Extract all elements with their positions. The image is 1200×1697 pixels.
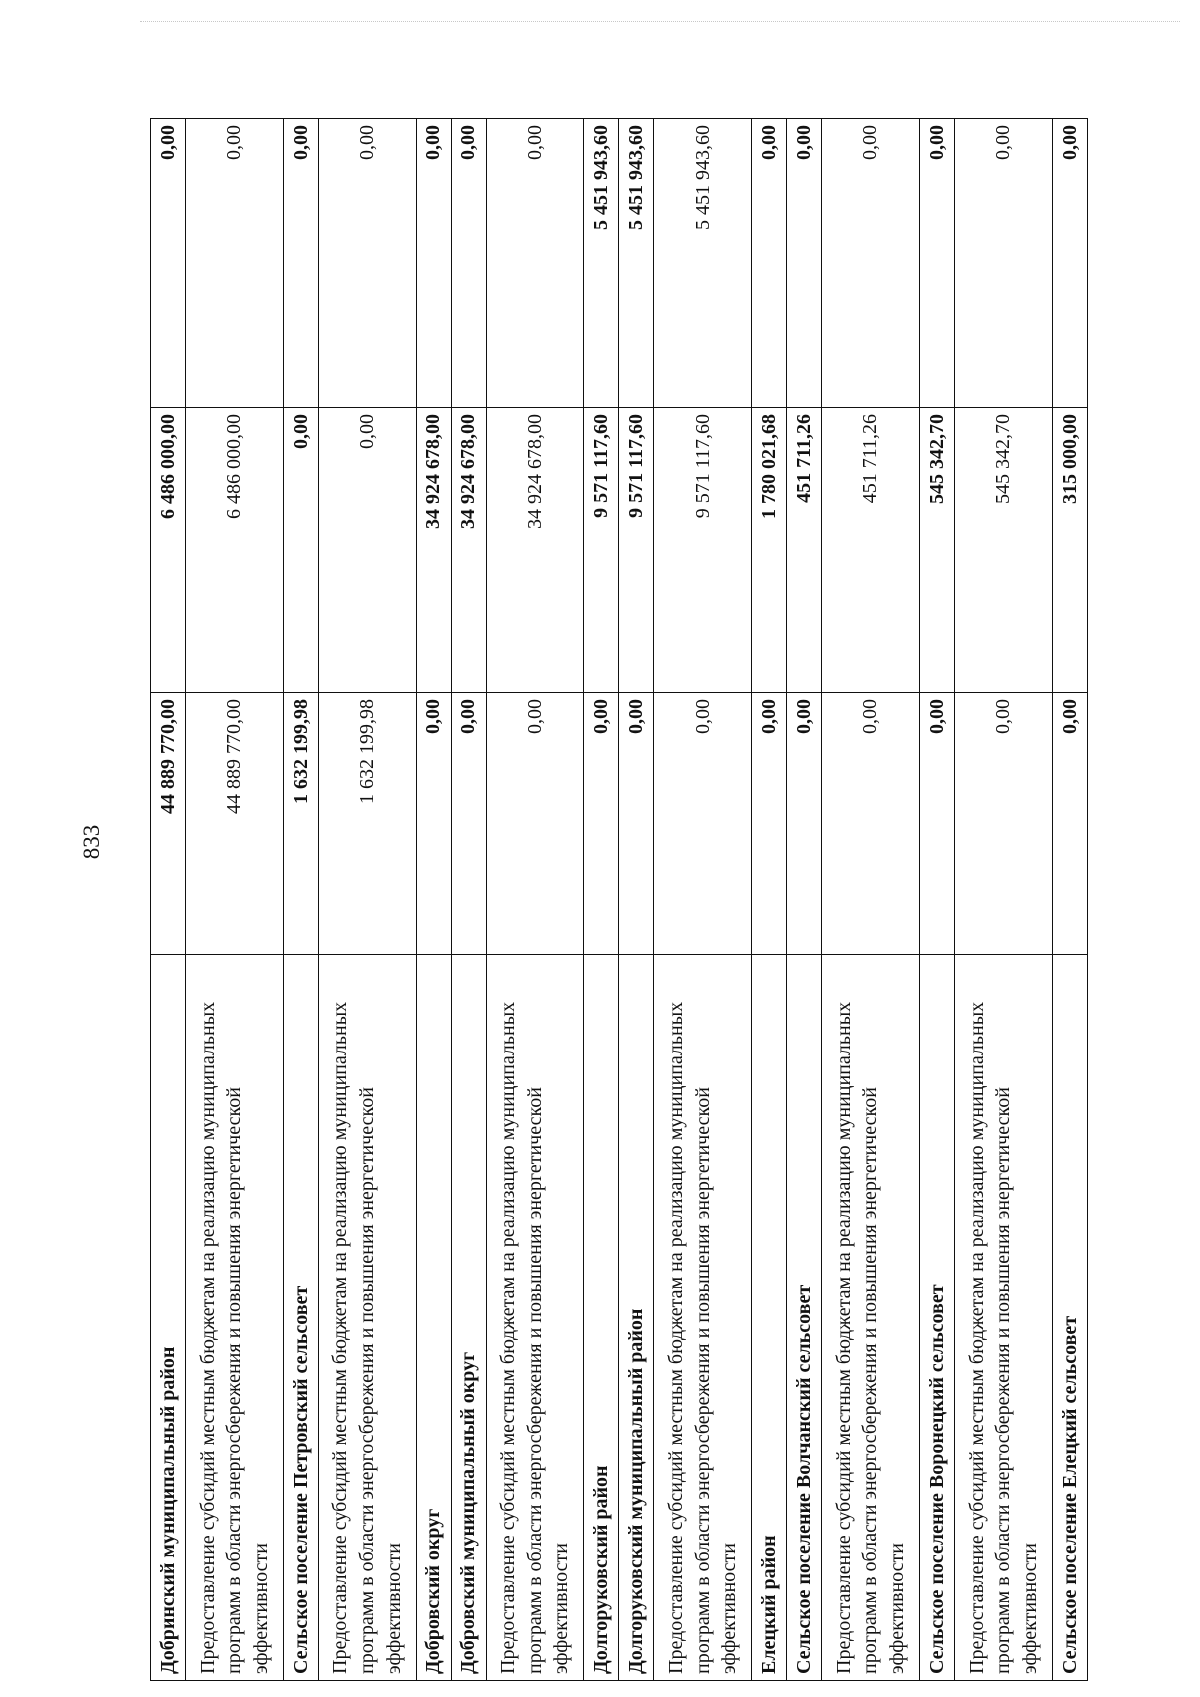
row-value-2-cell: 9 571 117,60 xyxy=(654,408,752,693)
row-value-2-cell: 9 571 117,60 xyxy=(619,408,654,693)
row-name-cell: Предоставление субсидий местным бюджетам на реализацию муниципальных программ в области энергосбережения и повышения энергетической эффективности xyxy=(318,955,416,1681)
row-value-2-cell: 451 711,26 xyxy=(787,408,822,693)
row-value-3-cell: 0,00 xyxy=(752,119,787,408)
row-name-cell: Предоставление субсидий местным бюджетам на реализацию муниципальных программ в области энергосбережения и повышения энергетической эффективности xyxy=(822,955,920,1681)
row-value-1-cell: 0,00 xyxy=(920,693,955,955)
table-row-detail xyxy=(955,119,1053,1681)
row-value-3-cell: 0,00 xyxy=(318,119,416,408)
row-value-1-cell: 0,00 xyxy=(451,693,486,955)
row-value-3-cell: 0,00 xyxy=(486,119,584,408)
row-value-1-cell: 1 632 199,98 xyxy=(283,693,318,955)
row-value-3-cell: 5 451 943,60 xyxy=(619,119,654,408)
row-value-3-cell: 0,00 xyxy=(451,119,486,408)
row-value-3-cell: 5 451 943,60 xyxy=(654,119,752,408)
row-value-3-cell: 0,00 xyxy=(283,119,318,408)
row-name-cell: Сельское поселение Воронецкий сельсовет xyxy=(920,955,955,1681)
row-value-1-cell: 0,00 xyxy=(416,693,451,955)
table-row-group xyxy=(752,119,787,1681)
row-value-1-cell: 44 889 770,00 xyxy=(151,693,186,955)
budget-table xyxy=(150,118,1088,1681)
row-value-2-cell: 1 780 021,68 xyxy=(752,408,787,693)
scan-edge-line xyxy=(140,21,1180,22)
row-value-1-cell: 0,00 xyxy=(1052,693,1087,955)
table-row-detail xyxy=(318,119,416,1681)
row-value-3-cell: 0,00 xyxy=(920,119,955,408)
row-value-2-cell: 545 342,70 xyxy=(920,408,955,693)
row-value-3-cell: 0,00 xyxy=(185,119,283,408)
budget-table-body xyxy=(151,119,1088,1681)
row-value-2-cell: 9 571 117,60 xyxy=(584,408,619,693)
row-name-cell: Елецкий район xyxy=(752,955,787,1681)
row-value-1-cell: 0,00 xyxy=(654,693,752,955)
row-name-cell: Предоставление субсидий местным бюджетам на реализацию муниципальных программ в области энергосбережения и повышения энергетической эффективности xyxy=(955,955,1053,1681)
page-number: 833 xyxy=(79,824,104,860)
row-value-2-cell: 0,00 xyxy=(318,408,416,693)
row-value-2-cell: 34 924 678,00 xyxy=(416,408,451,693)
row-value-2-cell: 315 000,00 xyxy=(1052,408,1087,693)
table-row-group xyxy=(151,119,186,1681)
row-value-1-cell: 0,00 xyxy=(752,693,787,955)
table-row-detail xyxy=(822,119,920,1681)
row-value-3-cell: 0,00 xyxy=(1052,119,1087,408)
row-name-cell: Долгоруковский муниципальный район xyxy=(619,955,654,1681)
row-value-3-cell: 0,00 xyxy=(787,119,822,408)
table-row-group xyxy=(787,119,822,1681)
row-value-1-cell: 1 632 199,98 xyxy=(318,693,416,955)
row-value-1-cell: 0,00 xyxy=(955,693,1053,955)
row-value-2-cell: 451 711,26 xyxy=(822,408,920,693)
row-value-2-cell: 34 924 678,00 xyxy=(486,408,584,693)
table-row-detail xyxy=(185,119,283,1681)
row-name-cell: Сельское поселение Петровский сельсовет xyxy=(283,955,318,1681)
table-row-group xyxy=(283,119,318,1681)
row-value-3-cell: 0,00 xyxy=(955,119,1053,408)
row-name-cell: Долгоруковский район xyxy=(584,955,619,1681)
table-row-group xyxy=(619,119,654,1681)
row-value-2-cell: 6 486 000,00 xyxy=(185,408,283,693)
table-row-detail xyxy=(486,119,584,1681)
row-value-1-cell: 0,00 xyxy=(486,693,584,955)
row-value-2-cell: 6 486 000,00 xyxy=(151,408,186,693)
row-name-cell: Добровский округ xyxy=(416,955,451,1681)
row-value-1-cell: 44 889 770,00 xyxy=(185,693,283,955)
table-row-group xyxy=(920,119,955,1681)
table-row-group xyxy=(416,119,451,1681)
row-value-1-cell: 0,00 xyxy=(584,693,619,955)
row-value-3-cell: 5 451 943,60 xyxy=(584,119,619,408)
row-value-2-cell: 34 924 678,00 xyxy=(451,408,486,693)
table-row-group xyxy=(451,119,486,1681)
row-value-3-cell: 0,00 xyxy=(822,119,920,408)
row-name-cell: Предоставление субсидий местным бюджетам на реализацию муниципальных программ в области энергосбережения и повышения энергетической эффективности xyxy=(654,955,752,1681)
table-row-group xyxy=(584,119,619,1681)
row-value-2-cell: 0,00 xyxy=(283,408,318,693)
row-value-3-cell: 0,00 xyxy=(416,119,451,408)
row-name-cell: Добровский муниципальный округ xyxy=(451,955,486,1681)
table-row-detail xyxy=(654,119,752,1681)
row-value-1-cell: 0,00 xyxy=(822,693,920,955)
row-value-1-cell: 0,00 xyxy=(787,693,822,955)
row-value-1-cell: 0,00 xyxy=(619,693,654,955)
row-name-cell: Сельское поселение Волчанский сельсовет xyxy=(787,955,822,1681)
row-name-cell: Добринский муниципальный район xyxy=(151,955,186,1681)
table-row-group xyxy=(1052,119,1087,1681)
row-name-cell: Предоставление субсидий местным бюджетам на реализацию муниципальных программ в области энергосбережения и повышения энергетической эффективности xyxy=(185,955,283,1681)
row-value-3-cell: 0,00 xyxy=(151,119,186,408)
row-name-cell: Сельское поселение Елецкий сельсовет xyxy=(1052,955,1087,1681)
row-name-cell: Предоставление субсидий местным бюджетам на реализацию муниципальных программ в области энергосбережения и повышения энергетической эффективности xyxy=(486,955,584,1681)
row-value-2-cell: 545 342,70 xyxy=(955,408,1053,693)
rotated-table-container xyxy=(150,119,1088,1681)
